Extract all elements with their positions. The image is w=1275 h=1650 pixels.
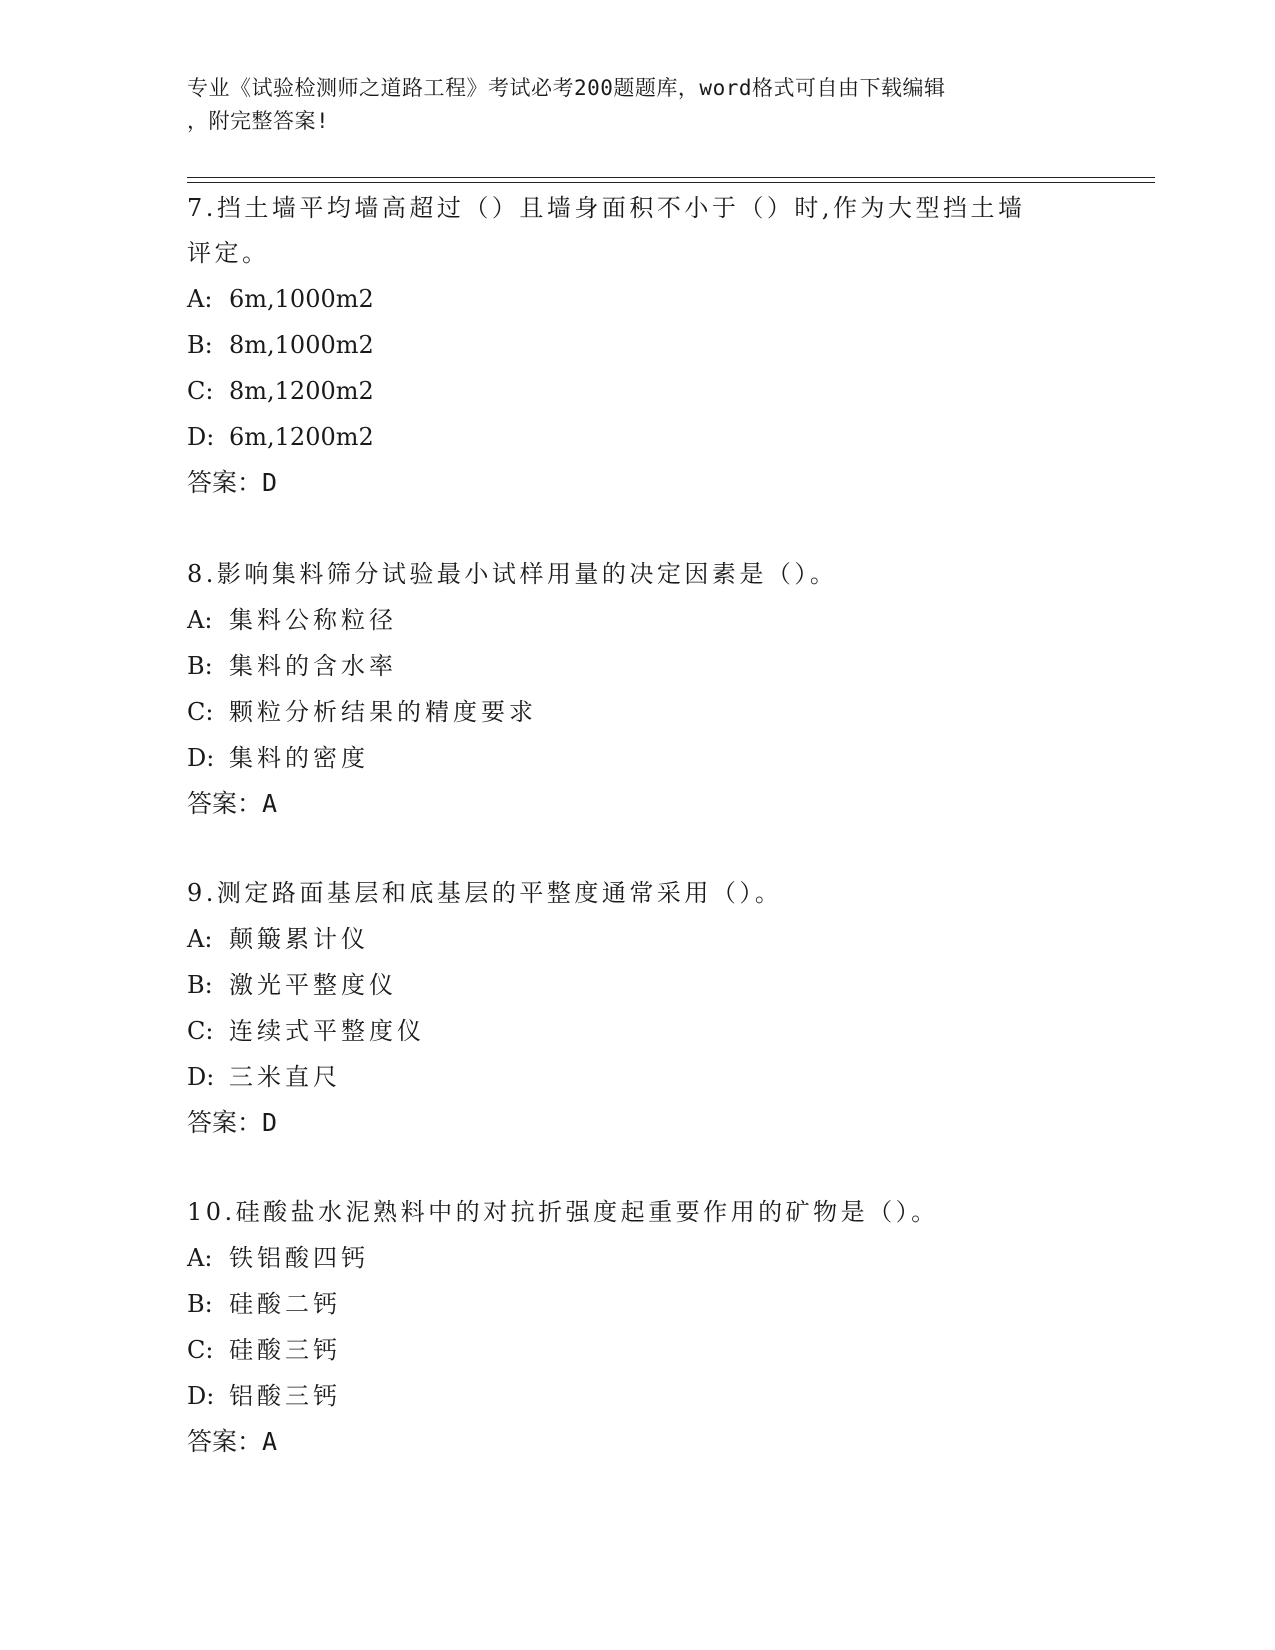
question-text-line: 10.硅酸盐水泥熟料中的对抗折强度起重要作用的矿物是（）。 (187, 1198, 939, 1226)
option-text: 8m,1000m2 (229, 331, 374, 359)
option-text: 6m,1000m2 (229, 285, 374, 313)
question-9 (187, 871, 1087, 1146)
question-text (187, 552, 1087, 597)
answer-value: D (262, 468, 278, 497)
option-c (187, 1008, 1087, 1054)
option-b (187, 962, 1087, 1008)
answer-label: 答案： (187, 789, 263, 818)
answer-value: A (262, 1427, 278, 1456)
option-text: 三米直尺 (229, 1063, 341, 1091)
option-a (187, 276, 1087, 322)
answer-value: D (262, 1108, 278, 1137)
option-label: C: (187, 1336, 214, 1364)
question-text (187, 871, 1087, 916)
question-10 (187, 1190, 1087, 1465)
option-text: 铝酸三钙 (229, 1382, 341, 1410)
option-b (187, 643, 1087, 689)
option-text: 颗粒分析结果的精度要求 (229, 698, 537, 726)
option-label: C: (187, 698, 214, 726)
option-a (187, 916, 1087, 962)
answer-line (187, 460, 1087, 506)
option-label: B: (187, 1290, 213, 1318)
option-b (187, 1281, 1087, 1327)
option-d (187, 1373, 1087, 1419)
option-text: 铁铝酸四钙 (229, 1244, 369, 1272)
question-text (187, 186, 1087, 276)
question-8 (187, 552, 1087, 827)
header-divider-top (187, 177, 1155, 178)
option-text: 6m,1200m2 (229, 423, 374, 451)
option-text: 集料的密度 (229, 744, 369, 772)
question-text-line: 7.挡土墙平均墙高超过（）且墙身面积不小于（）时,作为大型挡土墙 (187, 194, 1026, 222)
option-text: 激光平整度仪 (229, 971, 397, 999)
answer-line (187, 781, 1087, 827)
question-text (187, 1190, 1087, 1235)
header-line-2: ，附完整答案! (187, 109, 330, 133)
option-label: D: (187, 1063, 215, 1091)
option-a (187, 597, 1087, 643)
option-label: A: (187, 1244, 213, 1272)
option-c (187, 1327, 1087, 1373)
option-c (187, 689, 1087, 735)
option-a (187, 1235, 1087, 1281)
answer-line (187, 1419, 1087, 1465)
answer-label: 答案： (187, 1427, 263, 1456)
option-text: 硅酸二钙 (229, 1290, 341, 1318)
option-label: D: (187, 1382, 215, 1410)
answer-label: 答案： (187, 468, 263, 497)
answer-line (187, 1100, 1087, 1146)
option-text: 集料的含水率 (229, 652, 397, 680)
option-c (187, 368, 1087, 414)
option-b (187, 322, 1087, 368)
question-text-line: 评定。 (187, 239, 270, 267)
header-line-1: 专业《试验检测师之道路工程》考试必考200题题库，word格式可自由下载编辑 (187, 76, 946, 100)
option-label: C: (187, 1017, 214, 1045)
question-text-line: 8.影响集料筛分试验最小试样用量的决定因素是（）。 (187, 560, 838, 588)
option-label: B: (187, 652, 213, 680)
option-label: A: (187, 285, 213, 313)
option-d (187, 414, 1087, 460)
option-label: D: (187, 744, 215, 772)
option-text: 8m,1200m2 (229, 377, 374, 405)
option-label: B: (187, 331, 213, 359)
option-label: A: (187, 925, 213, 953)
option-label: C: (187, 377, 214, 405)
option-label: A: (187, 606, 213, 634)
option-label: D: (187, 423, 215, 451)
option-d (187, 1054, 1087, 1100)
answer-label: 答案： (187, 1108, 263, 1137)
question-text-line: 9.测定路面基层和底基层的平整度通常采用（）。 (187, 879, 783, 907)
header-divider-bottom (187, 182, 1155, 183)
document-header (187, 72, 1087, 138)
option-d (187, 735, 1087, 781)
option-text: 连续式平整度仪 (229, 1017, 425, 1045)
option-label: B: (187, 971, 213, 999)
option-text: 硅酸三钙 (229, 1336, 341, 1364)
option-text: 集料公称粒径 (229, 606, 397, 634)
question-7 (187, 186, 1087, 506)
answer-value: A (262, 789, 278, 818)
option-text: 颠簸累计仪 (229, 925, 369, 953)
